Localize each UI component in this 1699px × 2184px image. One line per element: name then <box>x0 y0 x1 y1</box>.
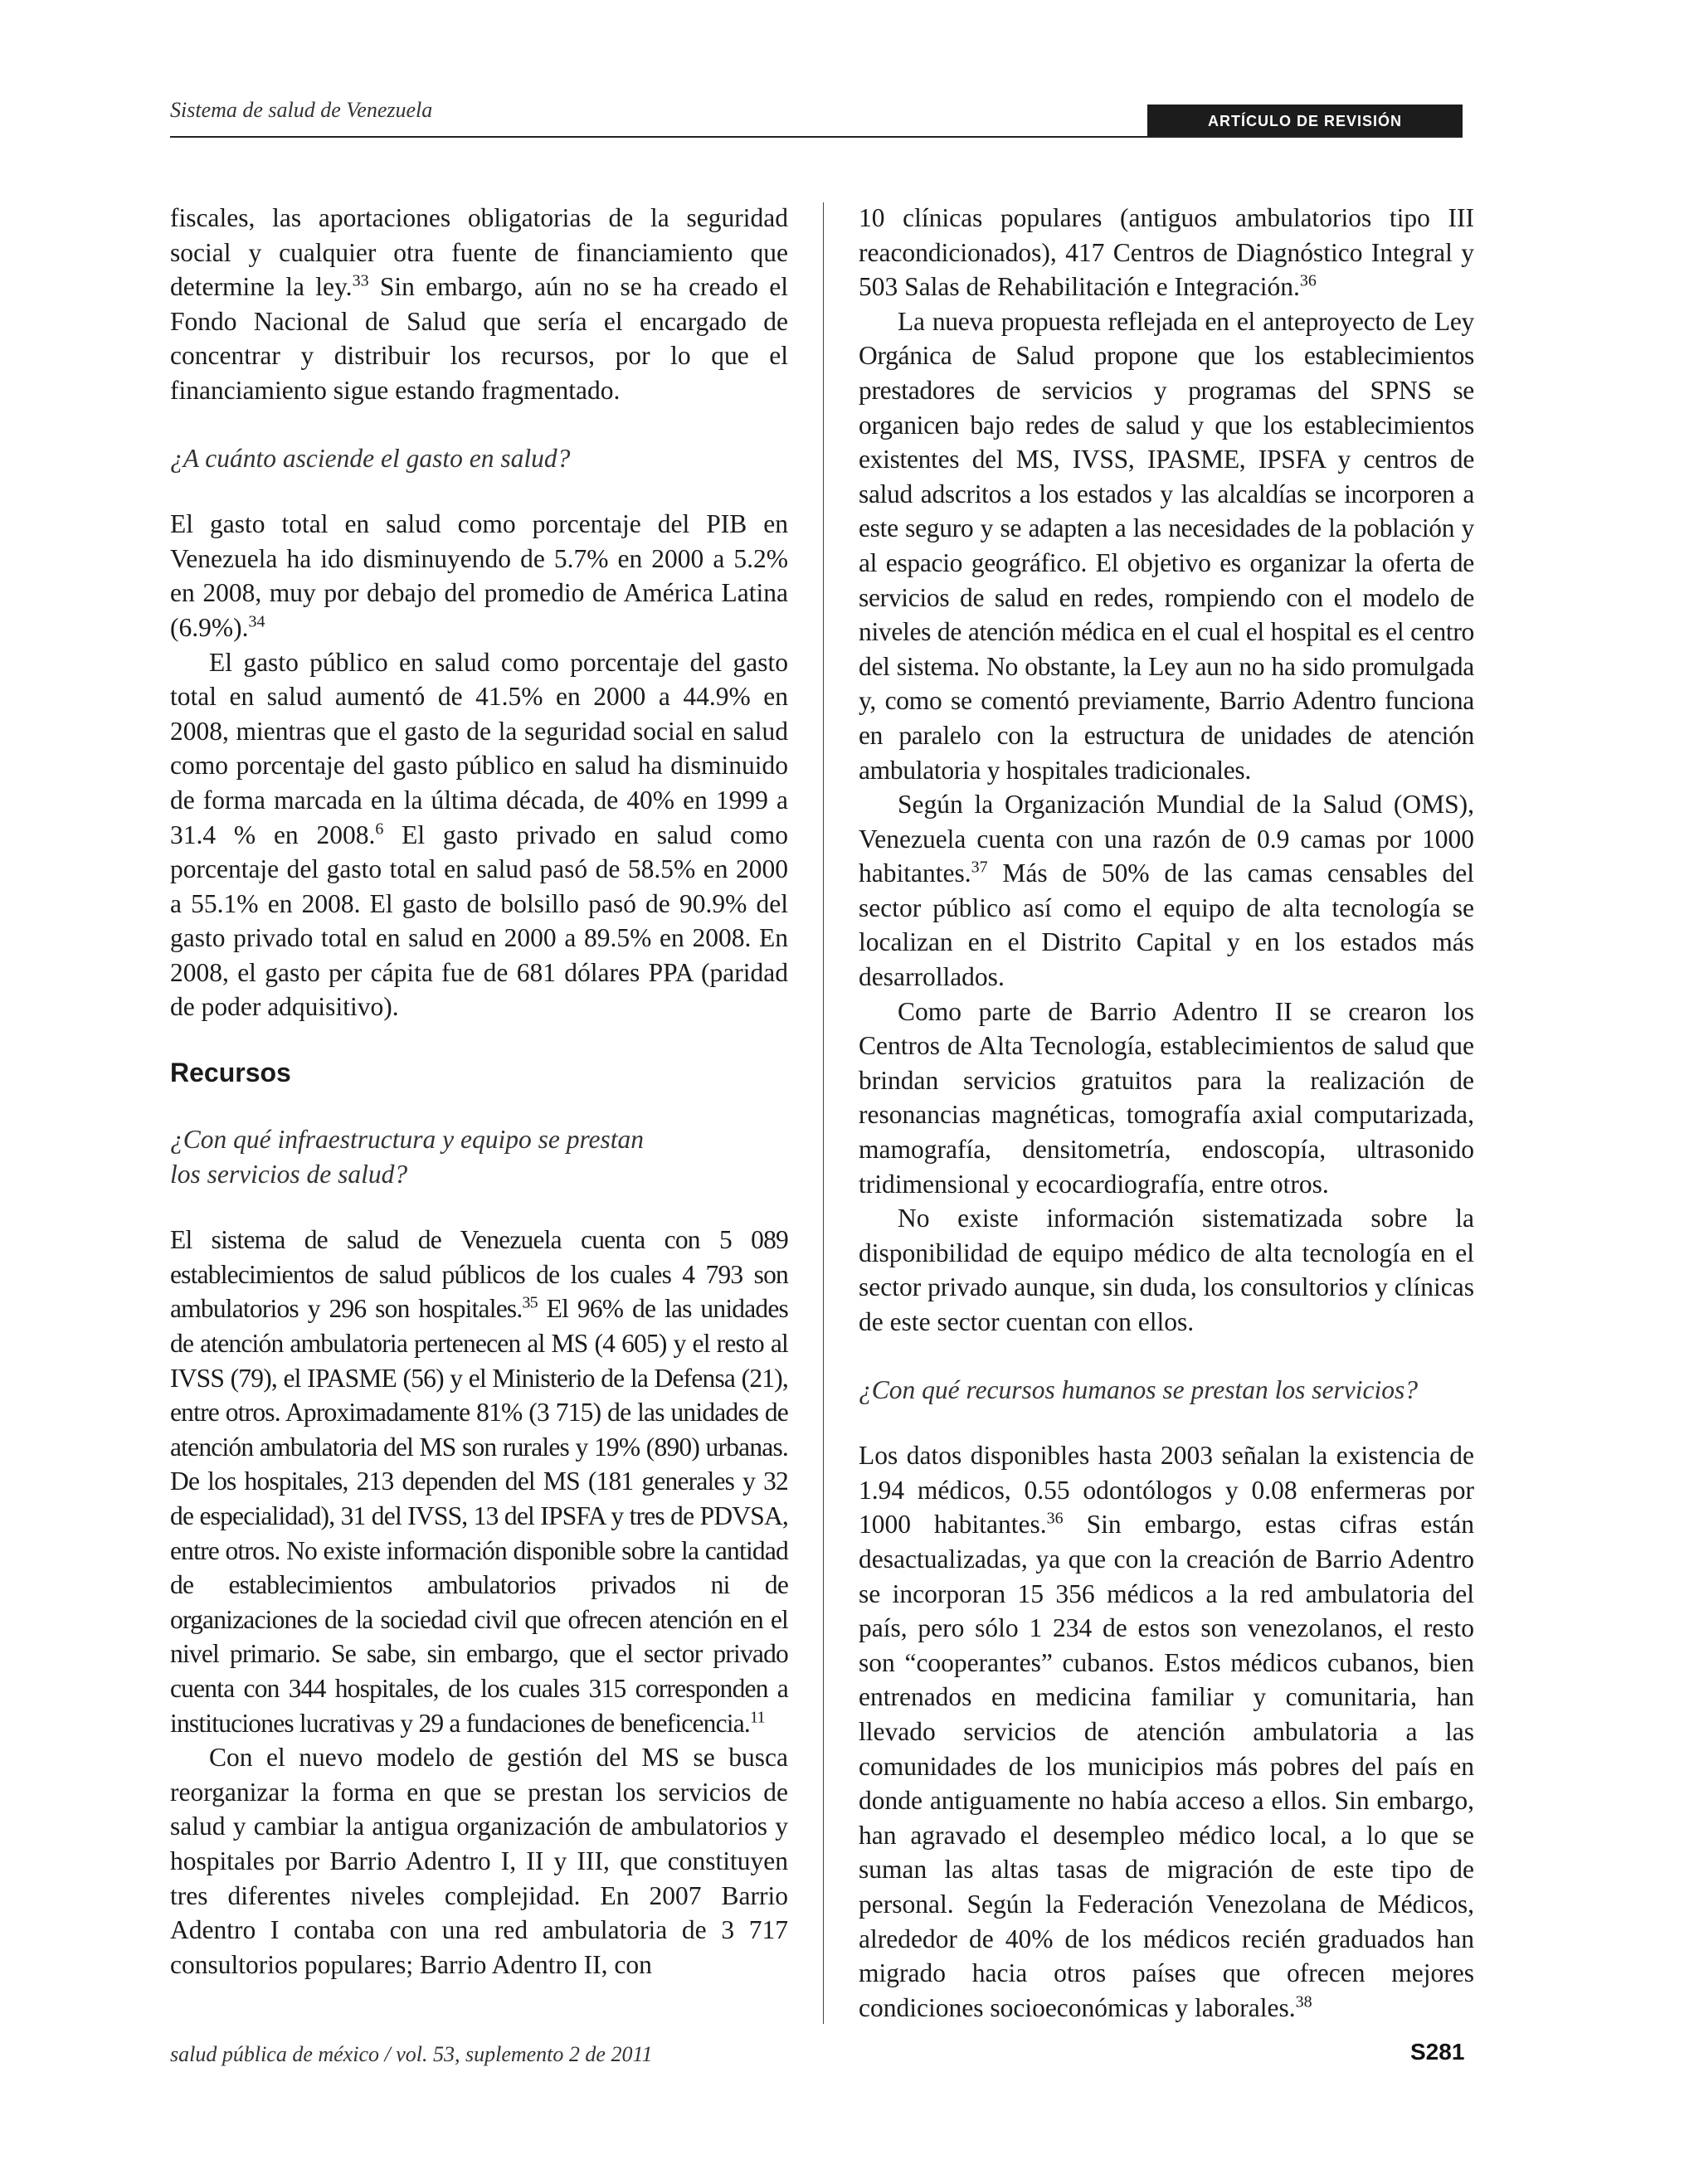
reference-superscript: 37 <box>971 858 988 877</box>
question-heading: ¿Con qué recursos humanos se prestan los servicios? <box>859 1374 1419 1404</box>
column-divider <box>823 202 824 2024</box>
reference-superscript: 11 <box>749 1708 765 1727</box>
section-title: Recursos <box>170 1058 291 1088</box>
journal-citation: salud pública de méxico / vol. 53, suplemento 2 de 2011 <box>170 2042 653 2066</box>
paragraph: Como parte de Barrio Adentro II se crearon los Centros de Alta Tecnología, establecimientos de salud que brindan servicios gratuitos para la realización de resonancias magnéticas, tomografía axial computarizada, mamografía, densitometría, endoscopía, ultrasonido tridimensional y ecocardiografía, entre otros. <box>859 996 1474 1199</box>
paragraph: No existe información sistematizada sobre la disponibilidad de equipo médico de alta tecnología en el sector privado aunque, sin duda, los consultorios y clínicas de este sector cuentan con ellos. <box>859 1204 1474 1336</box>
paragraph: El gasto público en salud como porcentaje del gasto total en salud aumentó de 41.5% en 2000 a 44.9% en 2008, mientras que el gasto de la seguridad social en salud como porcentaje del gasto público en salud ha disminuido de forma marcada en la última década, de 40% en 1999 a 31.4 % en 2008.$^6$ El gasto privado en salud como porcentaje del gasto total en salud pasó de 58.5% en 2000 a 55.1% en 2008. El gasto de bolsillo pasó de 90.9% del gasto privado total en salud en 2000 a 89.5% en 2008. En 2008, el gasto per cápita fue de 681 dólares PPA (paridad de poder adquisitivo). <box>170 647 788 1022</box>
running-head: Sistema de salud de Venezuela <box>170 98 433 122</box>
section-label-badge: ARTÍCULO DE REVISIÓN <box>1147 105 1463 138</box>
reference-superscript: 6 <box>375 820 384 838</box>
paragraph: Los datos disponibles hasta 2003 señalan la existencia de 1.94 médicos, 0.55 odontólogos y 0.08 enfermeras por 1000 habitantes.$^{36}$ Sin embargo, estas cifras están desactualizadas, ya que con la creación de Barrio Adentro se incorporan 15 356 médicos a la red ambulatoria del país, pero sólo 1 234 de estos son venezolanos, el resto son “cooperantes” cubanos. Estos médicos cubanos, bien entrenados en medicina familiar y comunitaria, han llevado servicios de atención ambulatoria a las comunidades de los municipios más pobres del país en donde antiguamente no había acceso a ellos. Sin embargo, han agravado el desempleo médico local, a lo que se suman las altas tasas de migración de este tipo de personal. Según la Federación Venezolana de Médicos, alrededor de 40% de los médicos recién graduados han migrado hacia otros países que ofrecen mejores condiciones socioeconómicas y laborales.$^{38}$ <box>859 1441 1474 2022</box>
reference-superscript: 36 <box>1046 1509 1064 1528</box>
paragraph: El sistema de salud de Venezuela cuenta con 5 089 establecimientos de salud públicos de los cuales 4 793 son ambulatorios y 296 son hospitales.$^{35}$ El 96% de las unidades de atención ambulatoria pertenecen al MS (4 605) y el resto al IVSS (79), el IPASME (56) y el Ministerio de la Defensa (21), entre otros. Aproximadamente 81% (3 715) de las unidades de atención ambulatoria del MS son rurales y 19% (890) urbanas. De los hospitales, 213 dependen del MS (181 generales y 32 de especialidad), 31 del IVSS, 13 del IPSFA y tres de PDVSA, entre otros. No existe información disponible sobre la cantidad de establecimientos ambulatorios privados ni de organizaciones de la sociedad civil que ofrecen atención en el nivel primario. Se sabe, sin embargo, que el sector privado cuenta con 344 hospitales, de los cuales 315 corresponden a instituciones lucrativas y 29 a fundaciones de beneficencia.$^{11}$ <box>170 1225 789 1738</box>
paragraph: La nueva propuesta reflejada en el anteproyecto de Ley Orgánica de Salud propone que los establecimientos prestadores de servicios y programas del SPNS se organicen bajo redes de salud y que los establecimientos existentes del MS, IVSS, IPASME, IPSFA y centros de salud adscritos a los estados y las alcaldías se incorporen a este seguro y se adapten a las necesidades de la población y al espacio geográfico. El objetivo es organizar la oferta de servicios de salud en redes, rompiendo con el modelo de niveles de atención médica en el cual el hospital es el centro del sistema. No obstante, la Ley aun no ha sido promulgada y, como se comentó previamente, Barrio Adentro funciona en paralelo con la estructura de unidades de atención ambulatoria y hospitales tradicionales. <box>859 306 1474 785</box>
paragraph: fiscales, las aportaciones obligatorias de la seguridad social y cualquier otra fuente de financiamiento que determine la ley.$^{33}$ Sin embargo, aún no se ha creado el Fondo Nacional de Salud que sería el encargado de concentrar y distribuir los recursos, por lo que el financiamiento sigue estando fragmentado. <box>170 203 788 405</box>
paragraph: Según la Organización Mundial de la Salud (OMS), Venezuela cuenta con una razón de 0.9 camas por 1000 habitantes.$^{37}$ Más de 50% de las camas censables del sector público así como el equipo de alta tecnología se localizan en el Distrito Capital y en los estados más desarrollados. <box>859 790 1474 992</box>
right-column <box>859 201 1474 2025</box>
reference-superscript: 33 <box>352 271 369 290</box>
left-column <box>170 201 788 1982</box>
header-rule <box>170 136 1463 138</box>
reference-superscript: 38 <box>1295 1992 1312 2011</box>
reference-superscript: 35 <box>522 1293 538 1312</box>
question-heading: ¿Con qué infraestructura y equipo se prestan los servicios de salud? <box>170 1125 645 1189</box>
reference-superscript: 36 <box>1299 271 1317 290</box>
question-heading: ¿A cuánto asciende el gasto en salud? <box>170 443 571 473</box>
page-number: S281 <box>1410 2039 1465 2065</box>
paragraph: 10 clínicas populares (antiguos ambulatorios tipo III reacondicionados), 417 Centros de Diagnóstico Integral y 503 Salas de Rehabilitación e Integración.$^{36}$ <box>859 203 1474 302</box>
reference-superscript: 34 <box>248 612 265 631</box>
paragraph: El gasto total en salud como porcentaje del PIB en Venezuela ha ido disminuyendo de 5.7% en 2000 a 5.2% en 2008, muy por debajo del promedio de América Latina (6.9%).$^{34}$ <box>170 509 788 642</box>
paragraph: Con el nuevo modelo de gestión del MS se busca reorganizar la forma en que se prestan los servicios de salud y cambiar la antigua organización de ambulatorios y hospitales por Barrio Adentro I, II y III, que constituyen tres diferentes niveles complejidad. En 2007 Barrio Adentro I contaba con una red ambulatoria de 3 717 consultorios populares; Barrio Adentro II, con <box>170 1743 788 1979</box>
